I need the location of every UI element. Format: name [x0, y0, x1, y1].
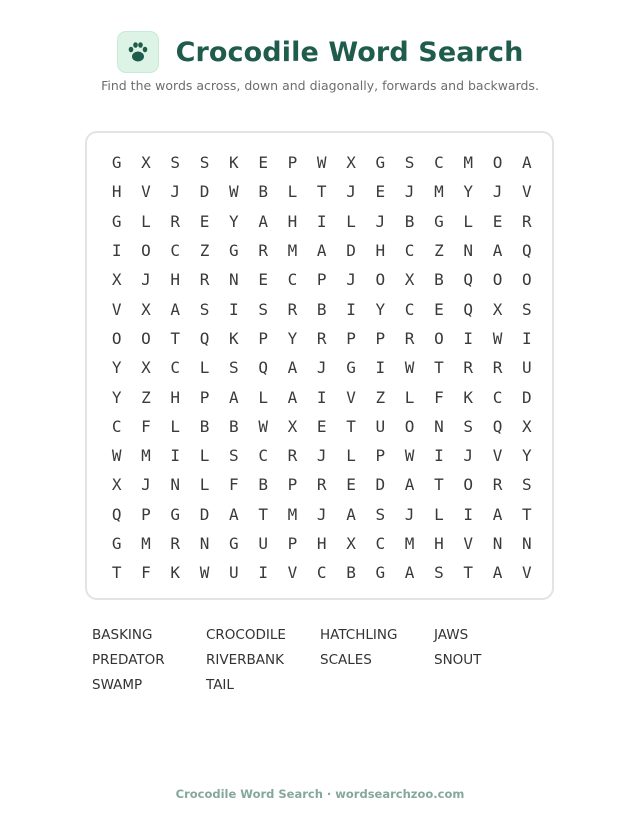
grid-cell[interactable]: X	[141, 299, 151, 319]
grid-cell[interactable]: F	[141, 416, 151, 436]
page-header	[0, 29, 640, 75]
grid-cell[interactable]: R	[492, 358, 503, 378]
grid-cell[interactable]: A	[170, 299, 181, 319]
grid-cell[interactable]: E	[258, 153, 268, 173]
grid-cell[interactable]: M	[404, 534, 415, 553]
grid-cell[interactable]: S	[434, 563, 444, 583]
grid-cell[interactable]: B	[229, 416, 239, 436]
grid-cell[interactable]: R	[316, 328, 327, 348]
grid-cell[interactable]: L	[287, 182, 298, 202]
grid-cell[interactable]: K	[463, 387, 474, 407]
word-list	[92, 627, 548, 702]
grid-cell[interactable]: T	[463, 563, 474, 583]
grid-cell[interactable]: R	[463, 358, 474, 378]
grid-cell[interactable]: Z	[199, 241, 210, 261]
grid-cell[interactable]: B	[346, 563, 356, 583]
grid-cell[interactable]: E	[199, 211, 210, 231]
word-list-item: TAIL	[206, 677, 234, 693]
grid-cell[interactable]: S	[375, 504, 386, 524]
grid-cell[interactable]: I	[170, 446, 181, 466]
grid-cell[interactable]: A	[316, 241, 327, 261]
grid-cell[interactable]: Z	[434, 241, 444, 261]
grid-cell[interactable]: V	[521, 182, 532, 202]
grid-cell[interactable]: F	[434, 387, 444, 407]
grid-cell[interactable]: J	[141, 270, 151, 290]
grid-cell[interactable]: N	[199, 534, 210, 553]
grid-cell[interactable]: P	[287, 534, 298, 553]
grid-cell[interactable]: B	[404, 211, 415, 231]
grid-cell[interactable]: O	[141, 241, 151, 261]
word-list-item: JAWS	[434, 627, 469, 643]
grid-cell[interactable]: X	[346, 153, 356, 173]
grid-cell[interactable]: A	[229, 504, 239, 524]
grid-cell[interactable]: A	[404, 475, 415, 495]
grid-cell[interactable]: J	[141, 475, 151, 495]
grid-cell[interactable]: E	[346, 475, 356, 495]
grid-cell[interactable]: M	[434, 182, 444, 202]
grid-cell[interactable]: T	[111, 563, 122, 583]
grid-cell[interactable]: L	[141, 211, 151, 231]
grid-cell[interactable]: A	[492, 241, 503, 261]
grid-cell[interactable]: N	[492, 534, 503, 553]
grid-cell[interactable]: Y	[287, 328, 298, 348]
page-title: Crocodile Word Search	[175, 36, 524, 68]
grid-cell[interactable]: Y	[111, 358, 122, 378]
word-list-item: PREDATOR	[92, 652, 165, 668]
word-list-item: HATCHLING	[320, 627, 398, 643]
grid-cell[interactable]: P	[316, 270, 327, 290]
grid-cell[interactable]: Z	[141, 387, 151, 407]
grid-cell[interactable]: O	[492, 270, 503, 290]
grid-cell[interactable]: U	[258, 534, 268, 553]
grid-cell[interactable]: Y	[229, 211, 239, 231]
grid-cell[interactable]: T	[434, 475, 444, 495]
grid-cell[interactable]: G	[111, 153, 122, 173]
grid-cell[interactable]: D	[521, 387, 532, 407]
grid-cell[interactable]: I	[346, 299, 356, 319]
grid-cell[interactable]: H	[170, 387, 181, 407]
grid-cell[interactable]: L	[434, 504, 444, 524]
grid-cell[interactable]: W	[229, 182, 239, 202]
grid-cell[interactable]: C	[170, 358, 181, 378]
grid-cell[interactable]: I	[258, 563, 268, 583]
grid-cell[interactable]: S	[229, 358, 239, 378]
grid-cell[interactable]: P	[375, 446, 386, 466]
grid-cell[interactable]: P	[287, 153, 298, 173]
grid-cell[interactable]: C	[404, 241, 415, 261]
grid-cell[interactable]: B	[199, 416, 210, 436]
grid-cell[interactable]: J	[463, 446, 474, 466]
grid-cell[interactable]: N	[521, 534, 532, 553]
grid-cell[interactable]: Q	[258, 358, 268, 378]
grid-cell[interactable]: X	[492, 299, 503, 319]
grid-cell[interactable]: I	[434, 446, 444, 466]
grid-cell[interactable]: M	[141, 534, 151, 553]
grid-cell[interactable]: Z	[375, 387, 386, 407]
grid-cell[interactable]: J	[316, 504, 327, 524]
grid-cell[interactable]: G	[375, 563, 386, 583]
grid-cell[interactable]: U	[229, 563, 239, 583]
word-list-item: CROCODILE	[206, 627, 286, 643]
grid-cell[interactable]: C	[492, 387, 503, 407]
grid-cell[interactable]: T	[258, 504, 268, 524]
grid-cell[interactable]: T	[346, 416, 356, 436]
grid-cell[interactable]: X	[346, 534, 356, 553]
grid-cell[interactable]: X	[404, 270, 415, 290]
grid-cell[interactable]: E	[434, 299, 444, 319]
grid-cell[interactable]: P	[375, 328, 386, 348]
grid-cell[interactable]: J	[404, 182, 415, 202]
grid-cell[interactable]: F	[229, 475, 239, 495]
grid-cell[interactable]: R	[170, 211, 181, 231]
grid-cell[interactable]: J	[316, 358, 327, 378]
grid-cell[interactable]: V	[111, 299, 122, 319]
grid-cell[interactable]: D	[346, 241, 356, 261]
grid-cell[interactable]: O	[111, 328, 122, 348]
grid-cell[interactable]: G	[111, 534, 122, 553]
grid-cell[interactable]: T	[434, 358, 444, 378]
grid-cell[interactable]: L	[199, 446, 210, 466]
grid-cell[interactable]: P	[287, 475, 298, 495]
grid-cell[interactable]: R	[258, 241, 268, 261]
grid-cell[interactable]: E	[375, 182, 386, 202]
grid-cell[interactable]: W	[404, 446, 415, 466]
grid-cell[interactable]: U	[521, 358, 532, 378]
word-list-item: BASKING	[92, 627, 153, 643]
grid-cell[interactable]: V	[346, 387, 356, 407]
grid-cell[interactable]: V	[463, 534, 474, 553]
grid-cell[interactable]: N	[463, 241, 474, 261]
grid-cell[interactable]: V	[492, 446, 503, 466]
grid-cell[interactable]: R	[492, 475, 503, 495]
grid-cell[interactable]: S	[521, 475, 532, 495]
grid-cell[interactable]: A	[404, 563, 415, 583]
grid-cell[interactable]: U	[375, 416, 386, 436]
grid-cell[interactable]: R	[199, 270, 210, 290]
grid-cell[interactable]: W	[258, 416, 268, 436]
grid-cell[interactable]: M	[463, 153, 474, 173]
grid-cell[interactable]: P	[199, 387, 210, 407]
grid-cell[interactable]: P	[141, 504, 151, 524]
grid-cell[interactable]: D	[199, 504, 210, 524]
grid-cell[interactable]: W	[404, 358, 415, 378]
grid-cell[interactable]: I	[111, 241, 122, 261]
grid-cell[interactable]: Y	[375, 299, 386, 319]
grid-cell[interactable]: Q	[111, 504, 122, 524]
grid-cell[interactable]: I	[463, 328, 474, 348]
grid-cell[interactable]: O	[521, 270, 532, 290]
grid-cell[interactable]: O	[434, 328, 444, 348]
grid-cell[interactable]: X	[111, 270, 122, 290]
grid-cell[interactable]: A	[229, 387, 239, 407]
grid-cell[interactable]: B	[258, 182, 268, 202]
grid-cell[interactable]: G	[375, 153, 386, 173]
grid-cell[interactable]: G	[111, 211, 122, 231]
grid-cell[interactable]: M	[141, 446, 151, 466]
grid-cell[interactable]: Q	[521, 241, 532, 261]
grid-cell[interactable]: P	[258, 328, 268, 348]
grid-cell[interactable]: Y	[463, 182, 474, 202]
grid-cell[interactable]: C	[404, 299, 415, 319]
grid-cell[interactable]: O	[492, 153, 503, 173]
grid-cell[interactable]: A	[521, 153, 532, 173]
word-list-item: SCALES	[320, 652, 372, 668]
grid-cell[interactable]: C	[375, 534, 386, 553]
grid-cell[interactable]: H	[375, 241, 386, 261]
grid-cell[interactable]: L	[346, 211, 356, 231]
grid-cell[interactable]: R	[287, 299, 298, 319]
word-list-item: SNOUT	[434, 652, 482, 668]
grid-cell[interactable]: G	[434, 211, 444, 231]
grid-cell[interactable]: W	[492, 328, 503, 348]
grid-cell[interactable]: R	[521, 211, 532, 231]
grid-cell[interactable]: T	[316, 182, 327, 202]
grid-cell[interactable]: M	[287, 241, 298, 261]
grid-cell[interactable]: S	[258, 299, 268, 319]
grid-cell[interactable]: J	[346, 182, 356, 202]
grid-cell[interactable]: A	[258, 211, 268, 231]
grid-cell[interactable]: T	[170, 328, 181, 348]
grid-cell[interactable]: J	[404, 504, 415, 524]
grid-cell[interactable]: K	[229, 153, 239, 173]
grid-cell[interactable]: C	[111, 416, 122, 436]
grid-cell[interactable]: V	[141, 182, 151, 202]
grid-cell[interactable]: O	[375, 270, 386, 290]
grid-cell[interactable]: I	[316, 387, 327, 407]
grid-cell[interactable]: S	[463, 416, 474, 436]
grid-cell[interactable]: R	[316, 475, 327, 495]
grid-cell[interactable]: H	[316, 534, 327, 553]
grid-cell[interactable]: S	[199, 153, 210, 173]
grid-cell[interactable]: K	[170, 563, 181, 583]
footer: Crocodile Word Search · wordsearchzoo.com	[175, 787, 465, 801]
grid-cell[interactable]: E	[258, 270, 268, 290]
grid-cell[interactable]: W	[199, 563, 210, 583]
grid-cell[interactable]: J	[346, 270, 356, 290]
word-list-item: SWAMP	[92, 677, 143, 693]
grid-cell[interactable]: I	[229, 299, 239, 319]
grid-cell[interactable]: L	[170, 416, 181, 436]
grid-cell[interactable]: H	[434, 534, 444, 553]
grid-cell[interactable]: L	[258, 387, 268, 407]
grid-cell[interactable]: N	[229, 270, 239, 290]
grid-cell[interactable]: Q	[463, 299, 474, 319]
grid-cell[interactable]: Y	[111, 387, 122, 407]
grid-cell[interactable]: J	[170, 182, 181, 202]
grid-cell[interactable]: A	[287, 358, 298, 378]
grid-cell[interactable]: G	[229, 534, 239, 553]
grid-cell[interactable]: S	[521, 299, 532, 319]
grid-cell[interactable]: I	[521, 328, 532, 348]
grid-cell[interactable]: V	[521, 563, 532, 583]
grid-cell[interactable]: I	[375, 358, 386, 378]
grid-cell[interactable]: P	[346, 328, 356, 348]
grid-cell[interactable]: X	[287, 416, 298, 436]
grid-cell[interactable]: O	[463, 475, 474, 495]
grid-cell[interactable]: C	[258, 446, 268, 466]
grid-cell[interactable]: L	[463, 211, 474, 231]
puzzle-card	[85, 131, 554, 600]
grid-cell[interactable]: D	[375, 475, 386, 495]
grid-cell[interactable]: H	[111, 182, 122, 202]
grid-cell[interactable]: S	[404, 153, 415, 173]
grid-cell[interactable]: E	[316, 416, 327, 436]
grid-cell[interactable]: X	[111, 475, 122, 495]
grid-cell[interactable]: I	[316, 211, 327, 231]
grid-cell[interactable]: C	[287, 270, 298, 290]
grid-cell[interactable]: B	[258, 475, 268, 495]
grid-cell[interactable]: J	[492, 182, 503, 202]
grid-cell[interactable]: O	[141, 328, 151, 348]
grid-cell[interactable]: B	[316, 299, 327, 319]
letter-grid	[102, 148, 541, 587]
grid-cell[interactable]: S	[229, 446, 239, 466]
grid-cell[interactable]: R	[287, 446, 298, 466]
grid-cell[interactable]: N	[170, 475, 181, 495]
grid-cell[interactable]: Y	[521, 446, 532, 466]
grid-cell[interactable]: W	[316, 153, 327, 173]
grid-cell[interactable]: A	[346, 504, 356, 524]
grid-cell[interactable]: C	[170, 241, 181, 261]
grid-cell[interactable]: K	[229, 328, 239, 348]
grid-cell[interactable]: A	[287, 387, 298, 407]
grid-cell[interactable]: H	[287, 211, 298, 231]
grid-cell[interactable]: D	[199, 182, 210, 202]
grid-cell[interactable]: X	[141, 358, 151, 378]
grid-cell[interactable]: W	[111, 446, 122, 466]
grid-cell[interactable]: Q	[199, 328, 210, 348]
grid-cell[interactable]: B	[434, 270, 444, 290]
grid-cell[interactable]: H	[170, 270, 181, 290]
grid-cell[interactable]: E	[492, 211, 503, 231]
grid-cell[interactable]: N	[434, 416, 444, 436]
grid-cell[interactable]: A	[492, 563, 503, 583]
grid-cell[interactable]: G	[170, 504, 181, 524]
grid-cell[interactable]: F	[141, 563, 151, 583]
grid-cell[interactable]: Q	[463, 270, 474, 290]
grid-cell[interactable]: L	[199, 475, 210, 495]
logo	[117, 31, 159, 73]
grid-cell[interactable]: G	[229, 241, 239, 261]
grid-cell[interactable]: S	[199, 299, 210, 319]
paw-icon	[126, 41, 150, 63]
grid-cell[interactable]: J	[375, 211, 386, 231]
instructions: Find the words across, down and diagonally, forwards and backwards.	[101, 78, 539, 93]
word-list-item: RIVERBANK	[206, 652, 284, 668]
grid-cell[interactable]: Q	[492, 416, 503, 436]
grid-cell[interactable]: V	[287, 563, 298, 583]
grid-cell[interactable]: X	[521, 416, 532, 436]
grid-cell[interactable]: L	[404, 387, 415, 407]
grid-cell[interactable]: A	[492, 504, 503, 524]
grid-cell[interactable]: R	[170, 534, 181, 553]
grid-cell[interactable]: R	[404, 328, 415, 348]
grid-cell[interactable]: L	[199, 358, 210, 378]
grid-cell[interactable]: O	[404, 416, 415, 436]
grid-cell[interactable]: M	[287, 504, 298, 524]
grid-cell[interactable]: J	[316, 446, 327, 466]
grid-cell[interactable]: I	[463, 504, 474, 524]
grid-cell[interactable]: T	[521, 504, 532, 524]
grid-cell[interactable]: C	[434, 153, 444, 173]
grid-cell[interactable]: L	[346, 446, 356, 466]
grid-cell[interactable]: X	[141, 153, 151, 173]
grid-cell[interactable]: S	[170, 153, 181, 173]
grid-cell[interactable]: C	[316, 563, 327, 583]
grid-cell[interactable]: G	[346, 358, 356, 378]
